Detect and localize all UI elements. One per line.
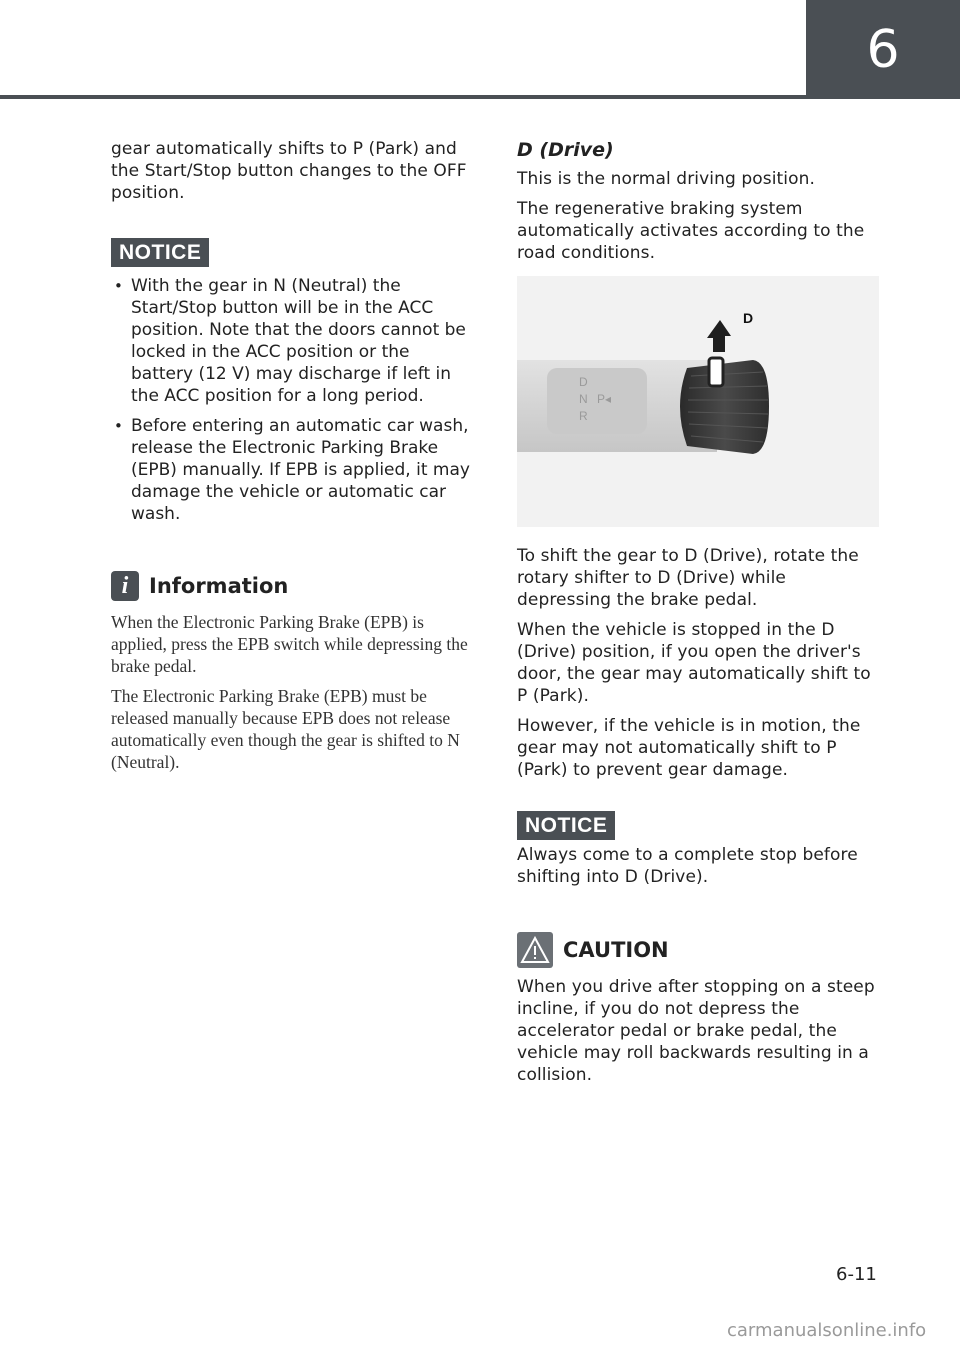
paragraph: However, if the vehicle is in motion, the gear may not automatically shift to P (Park) to prevent gear damage. (517, 716, 861, 780)
caution-text: When you drive after stopping on a steep incline, if you do not depress the accelerator pedal or brake pedal, the vehicle may roll backwards resulting in a collision. (517, 977, 875, 1085)
gear-label-d: D (579, 375, 588, 389)
gear-label-r: R (579, 409, 588, 423)
notice-block (517, 811, 879, 888)
notice-block (111, 238, 473, 525)
notice-text: Always come to a complete stop before shifting into D (Drive). (517, 845, 858, 887)
gear-label-p: P◂ (597, 392, 612, 406)
rotation-arrow (707, 320, 731, 352)
information-title: Information (149, 574, 289, 598)
notice-list (111, 275, 473, 525)
caution-title: CAUTION (563, 938, 669, 962)
info-paragraph: The Electronic Parking Brake (EPB) must be released manually because EPB does not release automatically even though the gear is shifted to N (Neutral). (111, 686, 460, 772)
information-heading (111, 571, 473, 601)
gear-label-n: N (579, 392, 588, 406)
rotary-shifter-illustration (517, 276, 879, 527)
caution-heading (517, 932, 879, 968)
notice-badge: NOTICE (517, 811, 615, 840)
page-number: 6-11 (836, 1264, 877, 1285)
knob-marker (709, 358, 723, 386)
paragraph: When the vehicle is stopped in the D (Drive) position, if you open the driver's door, the gear may automatically shift to P (Park). (517, 620, 871, 706)
paragraph: The regenerative braking system automatically activates according to the road conditions. (517, 199, 865, 263)
warning-triangle-icon (517, 932, 553, 968)
intro-paragraph: gear automatically shifts to P (Park) and the Start/Stop button changes to the OFF position. (111, 139, 467, 203)
chapter-tab: 6 (806, 0, 960, 99)
left-column (111, 138, 473, 781)
notice-badge: NOTICE (111, 238, 209, 267)
info-paragraph: When the Electronic Parking Brake (EPB) is applied, press the EPB switch while depressing the brake pedal. (111, 612, 468, 676)
watermark: carmanualsonline.info (727, 1320, 927, 1341)
section-title: D (Drive) (517, 139, 614, 161)
notice-item: • With the gear in N (Neutral) the Start/Stop button will be in the ACC position. Note that the doors cannot be locked in the ACC position or the battery (12 V) may discharge if left in the ACC position for a long period. (111, 275, 473, 407)
right-column (517, 138, 879, 1094)
info-icon: i (111, 571, 139, 601)
paragraph: This is the normal driving position. (517, 169, 815, 189)
shifter-drawing (517, 276, 879, 527)
arrow-label-d: D (743, 310, 754, 326)
notice-item: • Before entering an automatic car wash, release the Electronic Parking Brake (EPB) manually. If EPB is applied, it may damage the vehicle or automatic car wash. (111, 415, 473, 525)
paragraph: To shift the gear to D (Drive), rotate the rotary shifter to D (Drive) while depressing the brake pedal. (517, 546, 859, 610)
header-rule (0, 95, 806, 99)
